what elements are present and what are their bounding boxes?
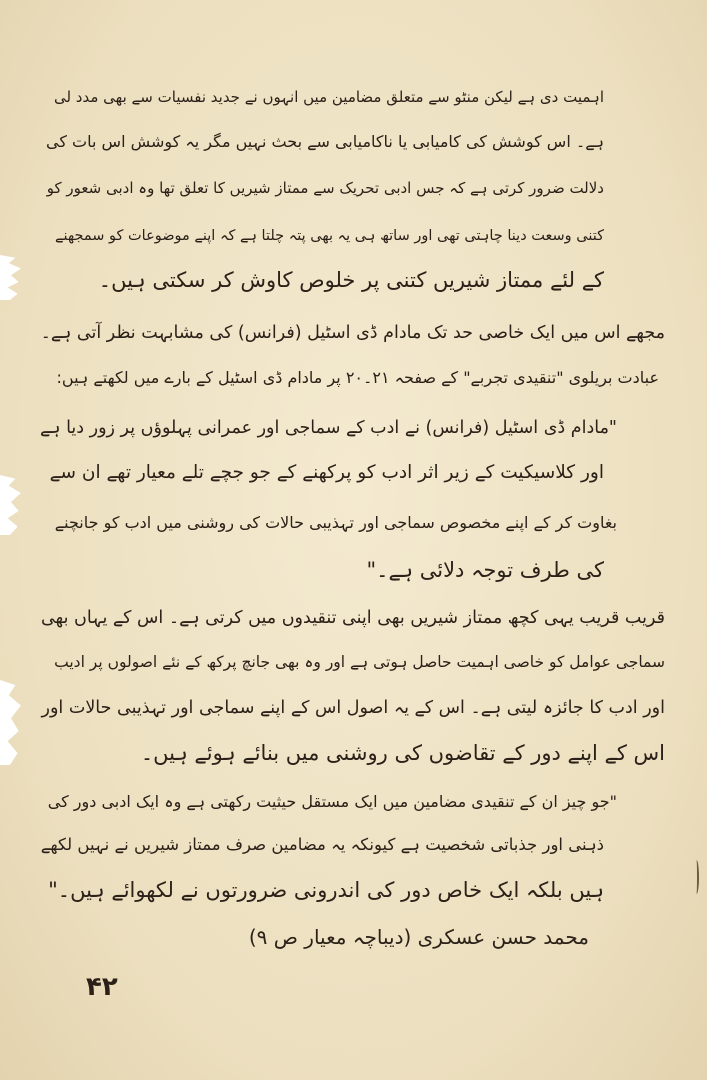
body-line: مجھے اس میں ایک خاصی حد تک مادام ڈی اسٹیل (فرانس) کی مشابہت نظر آتی ہے۔ [40,323,665,343]
body-line: عبادت بریلوی "تنقیدی تجربے" کے صفحہ ۲۱۔۲۰ پر مادام ڈی اسٹیل کے بارے میں لکھتے ہیں: [56,368,659,387]
quote-line: "جو چیز ان کے تنقیدی مضامین میں ایک مستقل حیثیت رکھتی ہے وہ ایک ادبی دور کی [47,792,617,811]
quote-line: اور کلاسیکیت کے زیر اثر ادب کو پرکھنے کے جو جچے تلے معیار تھے ان سے [49,462,604,483]
torn-margin-edge [0,255,22,300]
quote-line: ذہنی اور جذباتی شخصیت ہے کیونکہ یہ مضامین صرف ممتاز شیریں نے نہیں لکھے [40,835,604,854]
quote-line: کی طرف توجہ دلائی ہے۔" [366,558,604,582]
body-line: اس کے اپنے دور کے تقاضوں کی روشنی میں بنائے ہوئے ہیں۔ [140,741,665,765]
margin-pen-mark [694,860,699,894]
quote-attribution: محمد حسن عسکری (دیباچہ معیار ص ۹) [248,925,589,949]
quote-line: ہیں بلکہ ایک خاص دور کی اندرونی ضرورتوں نے لکھوائے ہیں۔" [48,878,604,902]
body-line: کے لئے ممتاز شیریں کتنی پر خلوص کاوش کر سکتی ہیں۔ [98,268,604,292]
body-line: کتنی وسعت دینا چاہتی تھی اور ساتھ ہی یہ بھی پتہ چلتا ہے کہ اپنے موضوعات کو سمجھنے [54,228,604,244]
body-line: سماجی عوامل کو خاصی اہمیت حاصل ہوتی ہے اور وہ بھی جانچ پرکھ کے نئے اصولوں پر ادیب [54,653,665,671]
body-line: اور ادب کا جائزہ لیتی ہے۔ اس کے یہ اصول اس کے اپنے سماجی اور تہذیبی حالات اور [41,698,665,718]
torn-margin-edge [0,475,22,535]
quote-line: بغاوت کر کے اپنے مخصوص سماجی اور تہذیبی حالات کی روشنی میں ادب کو جانچنے [54,513,617,532]
body-line: دلالت ضرور کرتی ہے کہ جس ادبی تحریک سے ممتاز شیریں کا تعلق تھا وہ ادبی شعور کو [46,179,604,197]
body-line: ہے۔ اس کوشش کی کامیابی یا ناکامیابی سے بحث نہیں مگر یہ کوشش اس بات کی [46,132,604,151]
quote-line: "مادام ڈی اسٹیل (فرانس) نے ادب کے سماجی اور عمرانی پہلوؤں پر زور دیا ہے [40,418,617,438]
page-number: ۴۲ [86,972,118,1002]
body-line: قریب قریب یہی کچھ ممتاز شیریں بھی اپنی تنقیدوں میں کرتی ہے۔ اس کے یہاں بھی [40,608,665,628]
torn-margin-edge [0,680,22,765]
body-line: اہمیت دی ہے لیکن منٹو سے متعلق مضامین میں انہوں نے جدید نفسیات سے بھی مدد لی [53,88,604,106]
